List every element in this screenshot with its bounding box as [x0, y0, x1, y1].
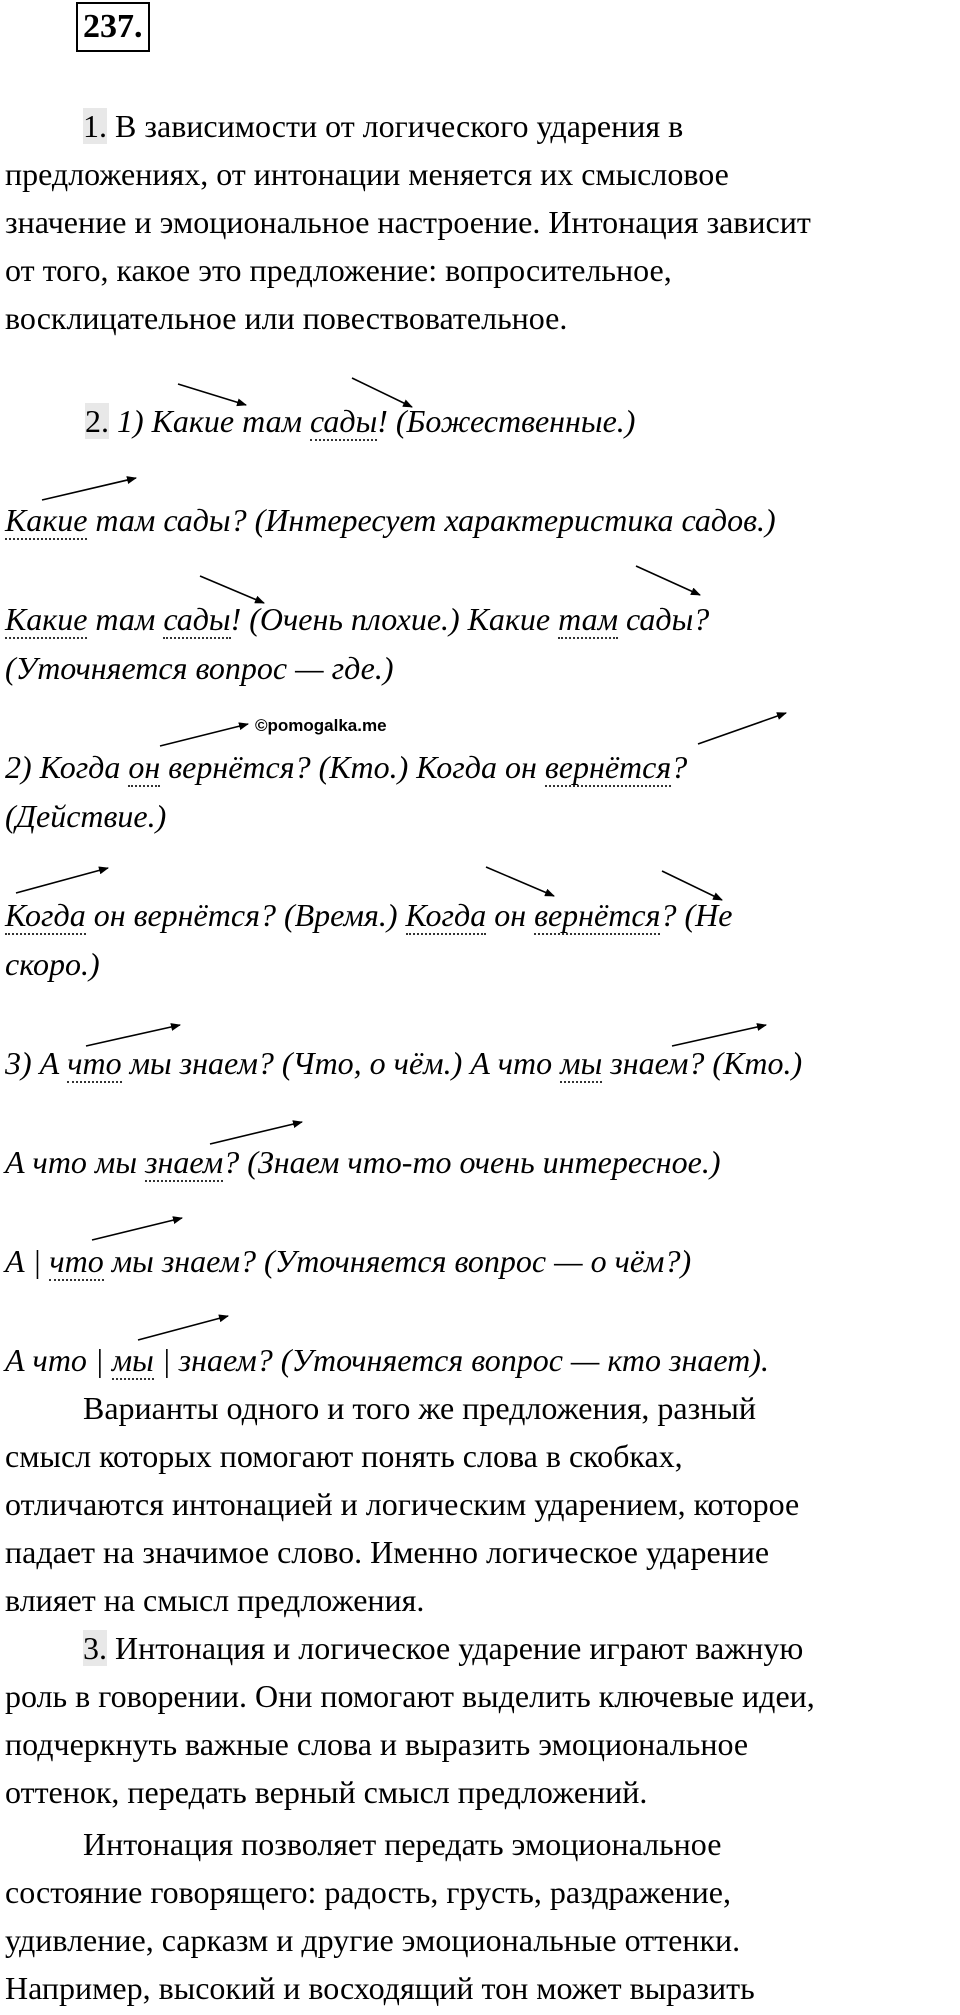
- paragraph-4: Интонация позволяет передать эмоциональное состояние говорящего: радость, грусть, раздражение, удивление, сарказм и другие эмоциональные оттенки. Например, высокий и восходящий тон может выразить: [5, 1826, 755, 2006]
- intonation-arrow: [662, 871, 722, 900]
- example-3-4: А что | мы | знаем? (Уточняется вопрос — кто знает).: [5, 1342, 769, 1378]
- paragraph-1-label: 1.: [83, 108, 107, 144]
- example-3-2: А что мы знаем? (Знаем что-то очень интересное.): [5, 1144, 721, 1180]
- example-1-2: Какие там сады? (Интересует характеристика садов.): [5, 502, 776, 538]
- stressed-word: знаем: [145, 1144, 224, 1180]
- stressed-word: он: [128, 749, 161, 785]
- paragraph-1-line: значение и эмоциональное настроение. Интонация зависит: [5, 204, 811, 240]
- example-3-3: А | что мы знаем? (Уточняется вопрос — о чём?): [5, 1243, 692, 1279]
- paragraph-variants: Варианты одного и того же предложения, разный смысл которых помогают понять слова в скобках, отличаются интонацией и логическим ударением, которое падает на значимое слово. Именно логическое ударение влияет на смысл предложения.: [5, 1390, 800, 1618]
- intonation-arrow: [86, 1025, 180, 1046]
- example-3-1: 3) А что мы знаем? (Что, о чём.) А что мы знаем? (Кто.): [5, 1045, 803, 1081]
- stressed-word: вернётся: [544, 749, 672, 785]
- example-2-2: Когда он вернётся? (Время.) Когда он вернётся? (Не скоро.): [5, 897, 733, 982]
- paragraph-3: 3. Интонация и логическое ударение играют важную роль в говорении. Они помогают выделить ключевые идеи, подчеркнуть важные слова и выразить эмоциональное оттенок, передать верный смысл предложений.: [5, 1630, 815, 1810]
- paragraph-3-label: 3.: [83, 1630, 107, 1666]
- intonation-arrow: [698, 713, 786, 744]
- example-1-3: Какие там сады! (Очень плохие.) Какие там сады? (Уточняется вопрос — где.): [5, 601, 710, 686]
- watermark: ©pomogalka.me: [255, 716, 387, 735]
- intonation-arrow: [486, 867, 554, 896]
- example-1-1: 2. 1) Какие там сады! (Божественные.): [85, 403, 636, 439]
- paragraph-2-label: 2.: [85, 403, 109, 439]
- stressed-word: там: [558, 601, 619, 637]
- stressed-word: что: [49, 1243, 104, 1279]
- intonation-arrow: [160, 724, 248, 746]
- intonation-arrow: [200, 576, 264, 603]
- paragraph-1-line: от того, какое это предложение: вопросительное,: [5, 252, 672, 288]
- intonation-arrow: [16, 868, 108, 893]
- paragraph-1-line: восклицательное или повествовательное.: [5, 300, 568, 336]
- stressed-word: Когда: [405, 897, 487, 933]
- intonation-arrow: [42, 478, 136, 500]
- stressed-word: мы: [560, 1045, 603, 1081]
- intonation-arrow: [352, 378, 412, 407]
- intonation-arrow: [210, 1122, 302, 1144]
- stressed-word: Какие: [5, 601, 88, 637]
- paragraph-1-line: В зависимости от логического ударения в: [107, 108, 684, 144]
- intonation-arrow: [92, 1218, 182, 1240]
- intonation-arrow: [178, 384, 246, 405]
- intonation-arrow: [672, 1025, 766, 1046]
- stressed-word: что: [67, 1045, 122, 1081]
- intonation-arrow: [636, 566, 700, 595]
- stressed-word: мы: [111, 1342, 154, 1378]
- stressed-word: Когда: [5, 897, 86, 933]
- paragraph-1-line: предложениях, от интонации меняется их смысловое: [5, 156, 729, 192]
- stressed-word: сады: [310, 403, 378, 439]
- stressed-word: вернётся: [534, 897, 661, 933]
- stressed-word: Какие: [5, 502, 88, 538]
- exercise-number: 237.: [76, 2, 150, 52]
- intonation-arrow: [138, 1316, 228, 1340]
- example-2-1: 2) Когда он вернётся? (Кто.) Когда он вернётся? (Действие.): [5, 749, 688, 834]
- stressed-word: сады: [163, 601, 231, 637]
